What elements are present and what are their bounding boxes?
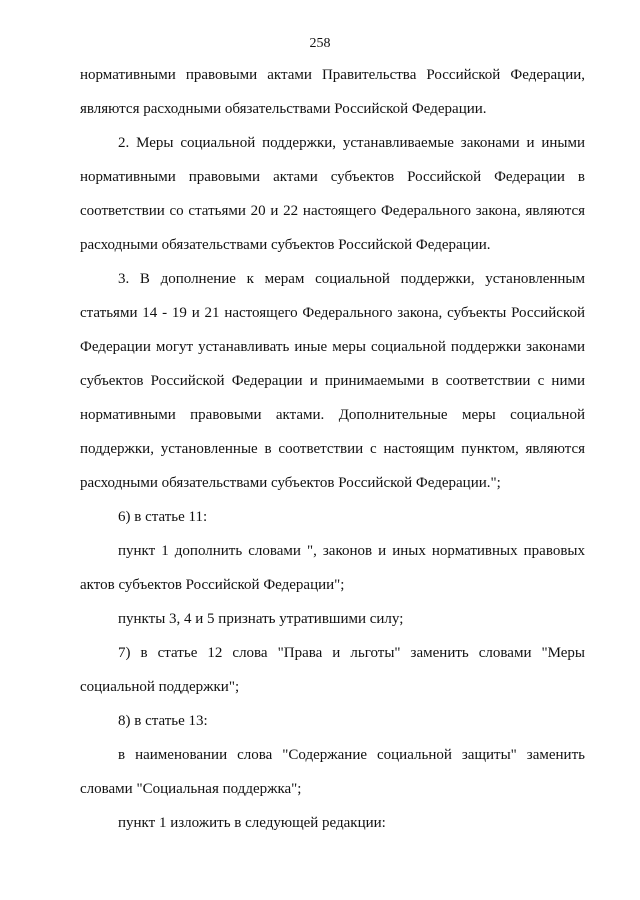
paragraph-article-11-point-1: пункт 1 дополнить словами ", законов и иных нормативных правовых актов субъектов Российской Федерации"; [80,543,585,593]
paragraph-item-3: 3. В дополнение к мерам социальной поддержки, установленным статьями 14 - 19 и 21 настоящего Федерального закона, субъекты Российской Федерации могут устанавливать иные меры социальной поддержки законами субъектов Российской Федерации и принимаемыми в соответствии с ними нормативными правовыми актами. Дополнительные меры социальной поддержки, установленные в соответствии с настоящим пунктом, являются расходными обязательствами субъектов Российской Федерации."; [80,271,585,491]
paragraph-article-13-title: в наименовании слова "Содержание социальной защиты" заменить словами "Социальная поддержка"; [80,747,585,797]
paragraph-continuation: нормативными правовыми актами Правительства Российской Федерации, являются расходными обязательствами Российской Федерации. [80,67,585,117]
paragraph-item-2: 2. Меры социальной поддержки, устанавливаемые законами и иными нормативными правовыми актами субъектов Российской Федерации в соответствии со статьями 20 и 22 настоящего Федерального закона, являются расходными обязательствами субъектов Российской Федерации. [80,135,585,253]
paragraph-article-13-point-1: пункт 1 изложить в следующей редакции: [118,815,386,831]
page-number: 258 [309,36,331,51]
paragraph-article-12: 7) в статье 12 слова "Права и льготы" заменить словами "Меры социальной поддержки"; [80,645,585,695]
document-body [80,58,585,840]
paragraph-article-11: 6) в статье 11: [118,509,208,525]
paragraph-article-13: 8) в статье 13: [118,713,208,729]
paragraph-article-11-points-3-5: пункты 3, 4 и 5 признать утратившими силу; [118,611,404,627]
